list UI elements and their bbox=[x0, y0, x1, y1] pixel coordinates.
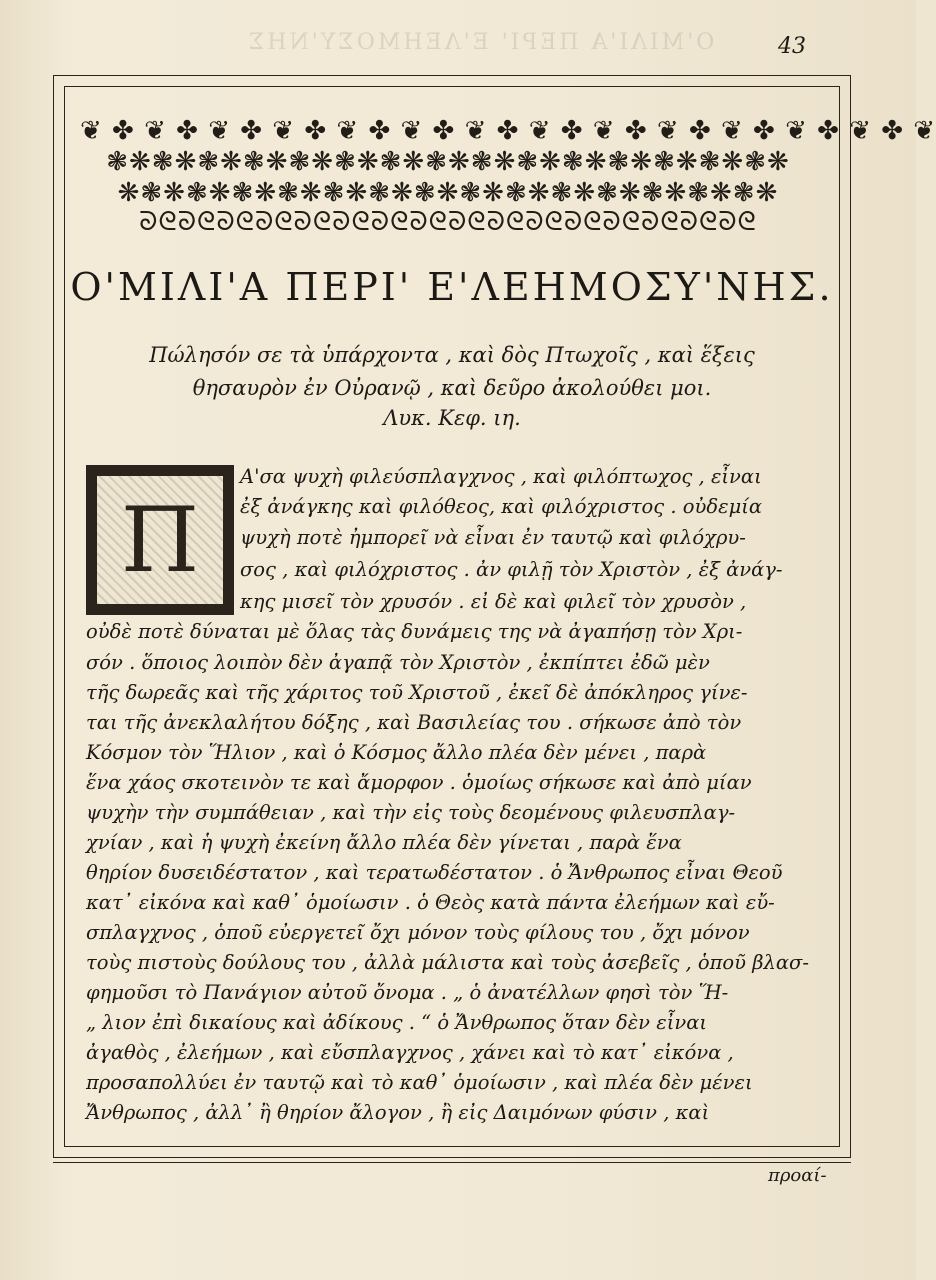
epigraph-line-1: Πώλησόν σε τὰ ὑπάρχοντα , καὶ δὸς Πτωχοῖς , καὶ ἕξεις bbox=[149, 343, 755, 367]
text-line: ἀγαθὸς , ἐλεήμων , καὶ εὔσπλαγχνος , χάνει καὶ τὸ κατ᾽ εἰκόνα , bbox=[86, 1041, 734, 1064]
ornament-row-2: ❃❋❃❋❃❋❃❋❃❋❃❋❃❋❃❋❃❋❃❋❃❋❃❋❃❋❃❋❃❋ bbox=[106, 147, 790, 177]
bottom-rule bbox=[53, 1162, 851, 1163]
text-line: Α'σα ψυχὴ φιλεύσπλαγχνος , καὶ φιλόπτωχος , εἶναι bbox=[240, 465, 762, 488]
text-line: οὐδὲ ποτὲ δύναται μὲ ὅλας τὰς δυνάμεις της νὰ ἀγαπήσῃ τὸν Χρι- bbox=[86, 620, 743, 643]
text-line: χνίαν , καὶ ἡ ψυχὴ ἐκείνη ἄλλο πλέα δὲν γίνεται , παρὰ ἕνα bbox=[86, 831, 682, 854]
text-line: φημοῦσι τὸ Πανάγιον αὐτοῦ ὄνομα . „ ὁ ἀνατέλλων φησὶ τὸν Ἥ- bbox=[86, 981, 729, 1004]
text-line: κης μισεῖ τὸν χρυσόν . εἰ δὲ καὶ φιλεῖ τὸν χρυσὸν , bbox=[240, 590, 747, 613]
text-line: σος , καὶ φιλόχριστος . ἀν φιλῇ τὸν Χριστὸν , ἐξ ἀνάγ- bbox=[240, 558, 783, 581]
decorated-initial bbox=[86, 465, 234, 615]
text-line: ται τῆς ἀνεκλαλήτου δόξης , καὶ Βασιλείας του . σήκωσε ἀπὸ τὸν bbox=[86, 711, 742, 734]
text-line: προσαπολλύει ἐν ταυτῷ καὶ τὸ καθ᾽ ὁμοίωσιν , καὶ πλέα δὲν μένει bbox=[86, 1071, 753, 1094]
bleed-through-heading: Ο'ΜΙΛΙ'Α ΠΕΡΙ' Ε'ΛΕΗΜΟΣΥ'ΝΗΣ bbox=[245, 30, 715, 55]
text-line: ἐξ ἀνάγκης καὶ φιλόθεος, καὶ φιλόχριστος . οὐδεμία bbox=[240, 495, 763, 518]
text-line: σπλαγχνος , ὁποῦ εὐεργετεῖ ὄχι μόνον τοὺς φίλους του , ὄχι μόνον bbox=[86, 921, 750, 944]
homily-title: Ο'ΜΙΛΙ'Α ΠΕΡΙ' Ε'ΛΕΗΜΟΣΥ'ΝΗΣ. bbox=[70, 265, 834, 309]
text-line: κατ᾽ εἰκόνα καὶ καθ᾽ ὁμοίωσιν . ὁ Θεὸς κατὰ πάντα ἐλεήμων καὶ εὔ- bbox=[86, 891, 775, 914]
text-line: ψυχὴ ποτὲ ἠμπορεῖ νὰ εἶναι ἐν ταυτῷ καὶ φιλόχρυ- bbox=[240, 526, 746, 549]
text-line: ἕνα χάος σκοτεινὸν τε καὶ ἄμορφον . ὁμοίως σήκωσε καὶ ἀπὸ μίαν bbox=[86, 771, 752, 794]
initial-letter: Π bbox=[94, 473, 226, 607]
text-line: Κόσμον τὸν Ἥλιον , καὶ ὁ Κόσμος ἄλλο πλέα δὲν μένει , παρὰ bbox=[86, 741, 707, 764]
catchword: προαί- bbox=[768, 1165, 827, 1186]
ornament-row-3: ❋❃❋❃❋❃❋❃❋❃❋❃❋❃❋❃❋❃❋❃❋❃❋❃❋❃❋❃❋ bbox=[117, 178, 779, 208]
epigraph-citation: Λυκ. Κεφ. ιη. bbox=[383, 406, 521, 430]
ornament-row-1: ❦ ✤ ❦ ✤ ❦ ✤ ❦ ✤ ❦ ✤ ❦ ✤ ❦ ✤ ❦ ✤ ❦ ✤ ❦ ✤ ❦ ✤ ❦ ✤ ❦ ✤ ❦ bbox=[80, 116, 936, 146]
ornament-row-4: ᘐᘓᘐᘓᘐᘓᘐᘓᘐᘓᘐᘓᘐᘓᘐᘓᘐᘓᘐᘓᘐᘓᘐᘓᘐᘓᘐᘓᘐᘓᘐᘓ bbox=[139, 207, 757, 237]
text-line: Ἄνθρωπος , ἀλλ᾽ ἢ θηρίον ἄλογον , ἢ εἰς Δαιμόνων φύσιν , καὶ bbox=[86, 1101, 710, 1124]
text-line: τοὺς πιστοὺς δούλους του , ἀλλὰ μάλιστα καὶ τοὺς ἀσεβεῖς , ὁποῦ βλασ- bbox=[86, 951, 809, 974]
text-line: ψυχὴν τὴν συμπάθειαν , καὶ τὴν εἰς τοὺς δεομένους φιλευσπλαγ- bbox=[86, 801, 736, 824]
page-number: 43 bbox=[778, 34, 806, 59]
text-line: „ λιον ἐπὶ δικαίους καὶ ἀδίκους . “ ὁ Ἄνθρωπος ὅταν δὲν εἶναι bbox=[86, 1011, 708, 1034]
text-line: τῆς δωρεᾶς καὶ τῆς χάριτος τοῦ Χριστοῦ , ἐκεῖ δὲ ἀπόκληρος γίνε- bbox=[86, 681, 748, 704]
epigraph-line-2: θησαυρὸν ἐν Οὐρανῷ , καὶ δεῦρο ἀκολούθει μοι. bbox=[192, 376, 712, 400]
text-line: θηρίον δυσειδέστατον , καὶ τερατωδέστατον . ὁ Ἄνθρωπος εἶναι Θεοῦ bbox=[86, 861, 783, 884]
text-line: σόν . ὅποιος λοιπὸν δὲν ἀγαπᾷ τὸν Χριστὸν , ἐκπίπτει ἐδῶ μὲν bbox=[86, 651, 710, 674]
